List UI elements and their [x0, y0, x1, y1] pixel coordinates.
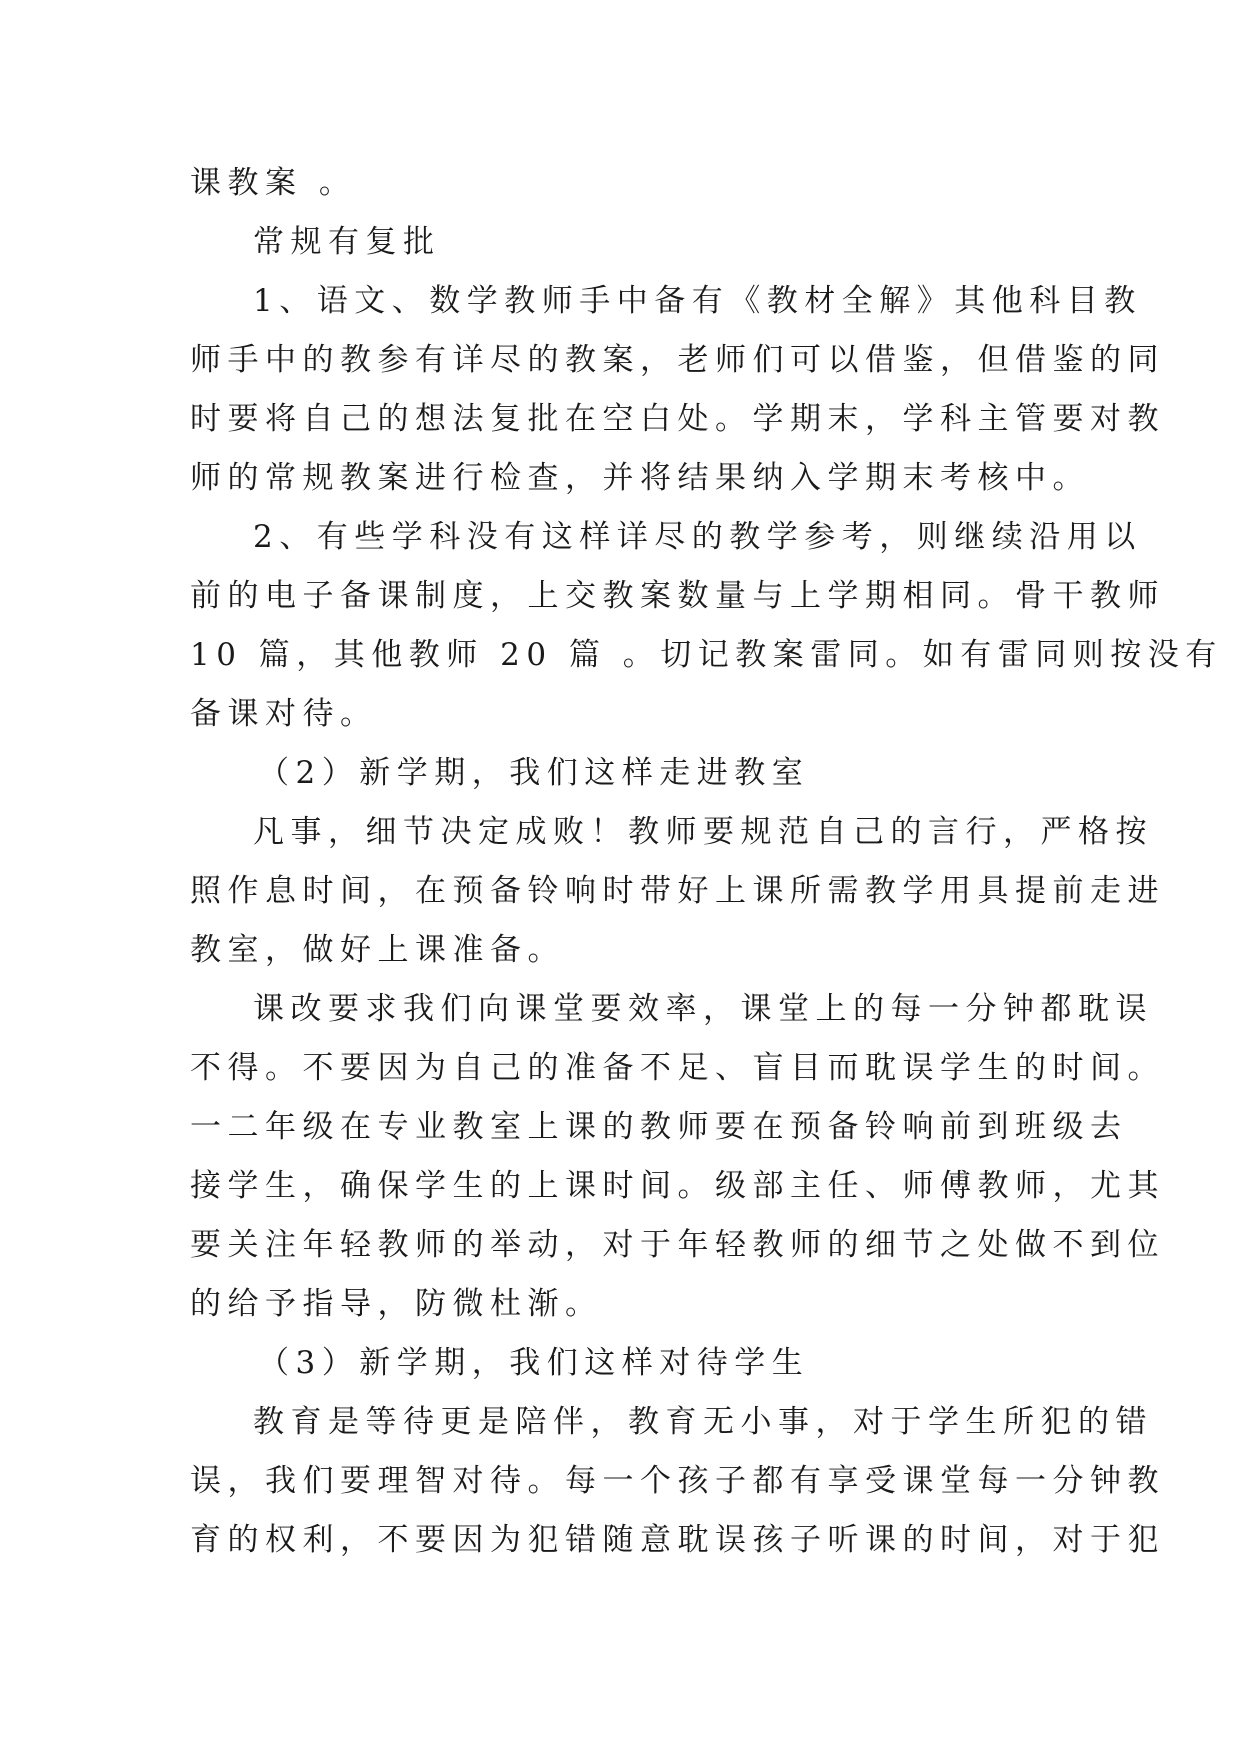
text-line: 2、有些学科没有这样详尽的教学参考，则继续沿用以: [253, 519, 1142, 555]
text-line: 师手中的教参有详尽的教案，老师们可以借鉴，但借鉴的同: [190, 342, 1165, 378]
text-line: 1、语文、数学教师手中备有《教材全解》其他科目教: [253, 283, 1142, 319]
text-line: 备课对待。: [190, 696, 378, 732]
section-heading: （2）新学期，我们这样走进教室: [258, 755, 810, 791]
text-line: 不得。不要因为自己的准备不足、盲目而耽误学生的时间。: [190, 1050, 1165, 1086]
text-line: 课教案 。: [190, 165, 357, 201]
text-line: 误，我们要理智对待。每一个孩子都有享受课堂每一分钟教: [190, 1463, 1165, 1499]
section-heading: 常规有复批: [253, 224, 441, 260]
text-line: 要关注年轻教师的举动，对于年轻教师的细节之处做不到位: [190, 1227, 1165, 1263]
text-line: 10 篇，其他教师 20 篇 。切记教案雷同。如有雷同则按没有: [190, 637, 1223, 673]
text-line: 时要将自己的想法复批在空白处。学期末，学科主管要对教: [190, 401, 1165, 437]
text-line: 教育是等待更是陪伴，教育无小事，对于学生所犯的错: [253, 1404, 1153, 1440]
text-line: 凡事，细节决定成败！教师要规范自己的言行，严格按: [253, 814, 1153, 850]
text-line: 教室，做好上课准备。: [190, 932, 565, 968]
text-line: 课改要求我们向课堂要效率，课堂上的每一分钟都耽误: [253, 991, 1153, 1027]
text-line: 一二年级在专业教室上课的教师要在预备铃响前到班级去: [190, 1109, 1128, 1145]
text-line: 照作息时间，在预备铃响时带好上课所需教学用具提前走进: [190, 873, 1165, 909]
text-line: 前的电子备课制度，上交教案数量与上学期相同。骨干教师: [190, 578, 1165, 614]
section-heading: （3）新学期，我们这样对待学生: [258, 1345, 810, 1381]
text-line: 的给予指导，防微杜渐。: [190, 1286, 603, 1322]
text-line: 接学生，确保学生的上课时间。级部主任、师傅教师，尤其: [190, 1168, 1165, 1204]
text-line: 育的权利，不要因为犯错随意耽误孩子听课的时间，对于犯: [190, 1522, 1165, 1558]
text-line: 师的常规教案进行检查，并将结果纳入学期末考核中。: [190, 460, 1090, 496]
